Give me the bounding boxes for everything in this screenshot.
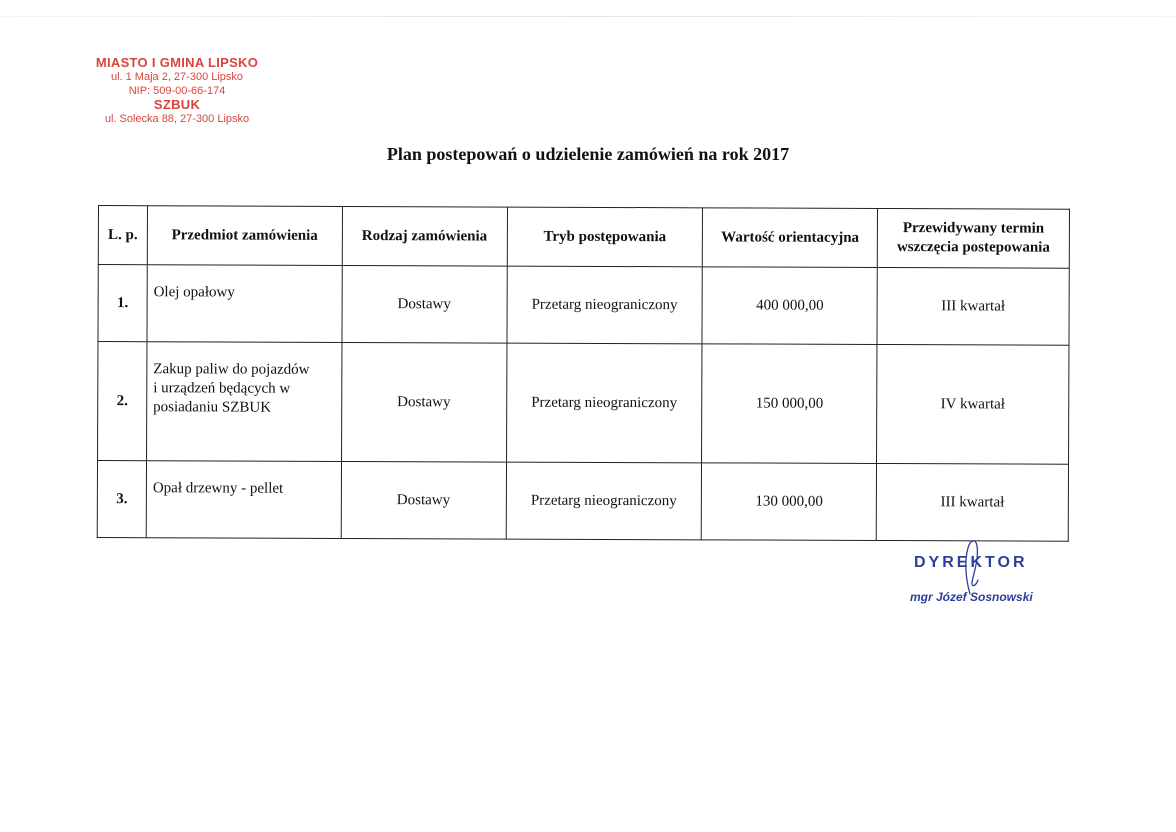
- cell-lp: 3.: [97, 461, 146, 538]
- cell-subject: [146, 461, 341, 539]
- stamp-unit-address: ul. Solecka 88, 27-300 Lipsko: [104, 113, 250, 125]
- cell-type: Dostawy: [341, 342, 506, 462]
- header-term-line1: Przewidywany termin: [902, 220, 1045, 237]
- table-row: [98, 342, 1069, 465]
- cell-term: IV kwartał: [877, 344, 1069, 464]
- header-subject: Przedmiot zamówienia: [147, 206, 342, 266]
- cell-term: III kwartał: [876, 463, 1068, 541]
- subject-line: Olej opałowy: [153, 284, 235, 301]
- director-signature-stamp: [900, 548, 1060, 612]
- subject-line: i urządzeń będących w: [153, 380, 291, 397]
- issuer-stamp: [88, 56, 266, 126]
- document-title: Plan postepowań o udzielenie zamówień na rok 2017: [386, 144, 790, 164]
- header-type: Rodzaj zamówienia: [342, 206, 507, 266]
- subject-line: Zakup paliw do pojazdów: [153, 361, 310, 378]
- cell-term: III kwartał: [877, 267, 1069, 345]
- stamp-municipality: MIASTO I GMINA LIPSKO: [95, 55, 259, 70]
- cell-subject: [147, 265, 342, 343]
- scan-edge-line: [0, 16, 1176, 17]
- table-row: [98, 265, 1069, 346]
- procurement-plan-table: [97, 205, 1070, 542]
- cell-procedure: Przetarg nieograniczony: [506, 462, 702, 540]
- cell-type: Dostawy: [342, 265, 507, 343]
- stamp-nip: NIP: 509-00-66-174: [128, 85, 226, 97]
- subject-line: posiadaniu SZBUK: [153, 399, 272, 416]
- header-procedure: Tryb postępowania: [507, 207, 703, 267]
- cell-procedure: Przetarg nieograniczony: [507, 266, 703, 344]
- header-value: Wartość orientacyjna: [703, 208, 878, 268]
- signature-role: DYREKTOR: [914, 554, 1028, 571]
- subject-line: Opał drzewny - pellet: [152, 480, 284, 497]
- cell-value: 150 000,00: [702, 344, 877, 464]
- header-lp: L. p.: [98, 206, 147, 265]
- table-header-row: [98, 206, 1069, 269]
- cell-value: 400 000,00: [702, 267, 877, 345]
- cell-subject: [146, 342, 341, 462]
- table-row: [97, 461, 1068, 542]
- signature-name: mgr Józef Sosnowski: [910, 590, 1033, 604]
- stamp-unit: SZBUK: [153, 97, 201, 112]
- stamp-address: ul. 1 Maja 2, 27-300 Lipsko: [110, 71, 244, 83]
- cell-type: Dostawy: [341, 461, 506, 539]
- header-term-line2: wszczęcia postepowania: [896, 239, 1050, 256]
- cell-lp: 1.: [98, 265, 147, 342]
- cell-lp: 2.: [98, 342, 147, 461]
- header-term: [877, 208, 1069, 268]
- cell-value: 130 000,00: [702, 463, 877, 541]
- cell-procedure: Przetarg nieograniczony: [506, 343, 702, 463]
